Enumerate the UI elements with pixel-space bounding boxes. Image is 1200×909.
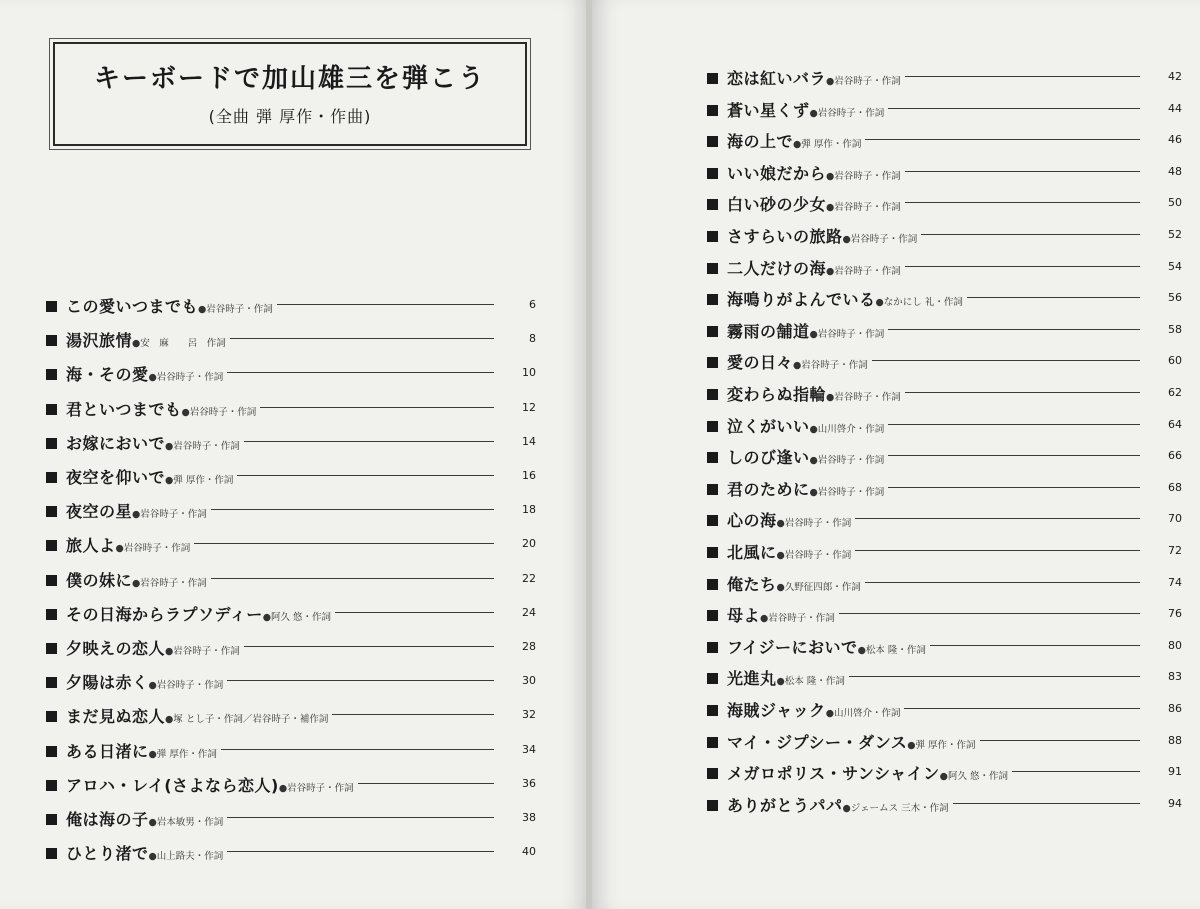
lyricist-credit: ●岩谷時子・作詞 [826,76,901,87]
song-title [727,256,901,279]
lyricist-credit: ●安 麻 呂 作詞 [132,338,226,350]
lyricist-credit: ●岩谷時子・作詞 [842,234,918,245]
leader-line [967,297,1140,298]
toc-entry [707,759,1182,789]
leader-line [227,817,494,818]
toc-entry [46,360,536,390]
page-number: 20 [522,537,536,551]
lyricist-credit: ●岩谷時子・作詞 [809,107,885,119]
square-bullet-icon [707,800,718,811]
song-title [727,666,845,689]
toc-entry [707,222,1182,252]
leader-line [888,329,1140,330]
page-number: 56 [1168,291,1182,305]
song-title-text: 君といつまでも [66,399,182,419]
page-number: 36 [522,776,536,790]
song-title [727,540,851,563]
lyricist-credit: ●松本 隆・作詞 [776,676,845,688]
page-number: 70 [1168,512,1182,526]
leader-line [244,646,494,647]
page-subtitle: (全曲 弾 厚作・作曲) [208,107,372,126]
song-title [66,431,240,454]
square-bullet-icon [46,404,57,415]
page-number: 18 [522,503,536,517]
lyricist-credit: ●岩谷時子・作詞 [826,392,901,403]
square-bullet-icon [707,579,718,590]
toc-entry [707,285,1182,315]
toc-entry [46,531,536,561]
lyricist-credit: ●岩谷時子・作詞 [165,440,240,452]
square-bullet-icon [707,610,718,621]
square-bullet-icon [46,609,57,620]
leader-line [904,708,1140,709]
toc-entry [707,664,1182,694]
square-bullet-icon [46,711,57,722]
toc-entry [707,506,1182,536]
leader-line [905,171,1140,172]
leader-line [194,543,494,544]
page-number: 83 [1168,670,1182,684]
song-title [727,350,868,373]
title-box [53,42,527,146]
lyricist-credit: ●岩谷時子・作詞 [776,518,852,530]
lyricist-credit: ●岩谷時子・作詞 [826,265,901,277]
lyricist-credit: ●なかにし 礼・作詞 [875,297,963,309]
square-bullet-icon [707,231,718,242]
song-title [66,328,226,351]
song-title-text: 二人だけの海 [727,258,827,278]
leader-line [839,613,1140,614]
toc-entry [46,395,536,425]
song-title-text: ある日渚に [66,741,149,761]
page-number: 22 [522,571,536,585]
song-title [727,635,926,658]
song-title [66,773,354,796]
page-number: 28 [522,640,536,653]
right-page [592,0,1200,909]
toc-entry [46,668,536,698]
song-title-text: 海の上で [727,132,794,152]
leader-line [888,108,1140,109]
square-bullet-icon [46,780,57,791]
leader-line [905,266,1140,267]
square-bullet-icon [707,263,718,274]
toc-entry [707,728,1182,758]
song-title [727,66,901,89]
page-number: 14 [522,434,536,448]
toc-entry [707,633,1182,663]
page-number: 6 [529,298,536,311]
lyricist-credit: ●岩谷時子・作詞 [760,613,835,625]
toc-entry [46,839,536,869]
song-title [66,397,256,420]
toc-entry [46,497,536,527]
toc-entry [707,380,1182,410]
lyricist-credit: ●山上路夫・作詞 [148,851,224,863]
page-number: 74 [1168,575,1182,589]
song-title [66,636,240,659]
lyricist-credit: ●阿久 悠・作詞 [939,771,1008,783]
song-title [727,161,901,184]
lyricist-credit: ●岩谷時子・作詞 [809,486,885,498]
leader-line [237,475,494,476]
song-title-text: 海・その愛 [66,365,149,385]
page-number: 76 [1168,607,1182,621]
toc-entry [707,412,1182,442]
song-title [727,98,884,121]
song-title [727,572,861,595]
leader-line [230,338,494,339]
toc-entry [46,429,536,459]
song-title [66,568,207,591]
square-bullet-icon [46,677,57,688]
toc-entry [707,127,1182,157]
leader-line [921,234,1140,235]
song-title [727,793,949,816]
song-title-text: 海賊ジャック [727,701,826,720]
leader-line [211,578,494,579]
song-title-text: ありがとうパパ [727,795,843,815]
toc-entry [707,570,1182,600]
leader-line [227,851,494,852]
toc-entry [46,463,536,493]
song-title-text: アロハ・レイ(さよなら恋人) [66,775,279,795]
page-number: 44 [1168,101,1182,115]
square-bullet-icon [46,369,57,380]
toc-entry [707,190,1182,220]
page-number: 64 [1168,417,1182,431]
page-number: 54 [1168,259,1182,273]
toc-entry [707,475,1182,505]
leader-line [888,424,1140,425]
song-title-text: 白い砂の少女 [727,195,827,215]
toc-entry [46,600,536,630]
page-number: 72 [1168,544,1182,557]
song-title [727,192,901,215]
song-title-text: 夕映えの恋人 [66,639,166,658]
leader-line [865,582,1140,583]
square-bullet-icon [707,294,718,305]
song-title-text: 夜空の星 [66,502,133,522]
song-title [727,508,851,531]
leader-line [865,139,1140,140]
toc-entry [46,737,536,767]
leader-line [980,740,1140,741]
square-bullet-icon [707,105,718,116]
song-title [66,739,217,762]
song-title-text: 泣くがいい [727,416,810,436]
song-title-text: メガロポリス・サンシャイン [727,764,940,784]
toc-entry [46,292,536,322]
square-bullet-icon [46,506,57,517]
page-number: 48 [1168,164,1182,178]
toc-entry [46,634,536,664]
toc-entry [707,348,1182,378]
square-bullet-icon [707,768,718,779]
leader-line [888,487,1140,488]
leader-line [260,407,494,408]
toc-entry [46,805,536,835]
leader-line [855,518,1140,519]
square-bullet-icon [46,438,57,449]
leader-line [332,714,494,715]
song-title-text: マイ・ジプシー・ダンス [727,732,908,752]
toc-entry [707,601,1182,631]
leader-line [244,441,494,442]
song-title [66,704,328,727]
page-number: 8 [529,332,536,346]
lyricist-credit: ●岩谷時子・作詞 [115,543,191,555]
toc-entry [707,696,1182,726]
lyricist-credit: ●岩谷時子・作詞 [278,782,354,794]
square-bullet-icon [707,673,718,684]
lyricist-credit: ●岩谷時子・作詞 [793,360,868,372]
lyricist-credit: ●ジェームス 三木・作詞 [842,802,949,814]
song-title-text: 恋は紅いバラ [727,69,827,88]
page-number: 94 [1168,796,1182,810]
lyricist-credit: ●岩谷時子・作詞 [181,406,257,418]
square-bullet-icon [707,357,718,368]
page-number: 60 [1168,354,1182,368]
square-bullet-icon [707,326,718,337]
lyricist-credit: ●松本 隆・作詞 [857,644,926,656]
square-bullet-icon [46,472,57,483]
page-number: 38 [522,811,536,824]
page-title: キーボードで加山雄三を弾こう [93,64,486,94]
toc-entry [707,443,1182,473]
leader-line [872,360,1140,361]
square-bullet-icon [707,737,718,748]
square-bullet-icon [707,199,718,210]
page-number: 80 [1168,638,1182,652]
page-number: 24 [522,605,536,619]
song-title-text: 僕の妹に [66,570,133,590]
page-number: 62 [1168,386,1182,399]
lyricist-credit: ●岩谷時子・作詞 [776,550,852,561]
song-title-text: 夜空を仰いで [66,468,166,487]
song-title-text: 霧雨の舗道 [727,321,810,341]
song-title [66,841,223,864]
song-title-text: お嫁においで [66,433,166,453]
square-bullet-icon [707,515,718,526]
page-number: 12 [522,400,536,414]
song-title [727,445,884,468]
page-number: 68 [1168,480,1182,494]
leader-line [1012,771,1140,772]
square-bullet-icon [46,643,57,654]
leader-line [221,749,494,750]
song-title-text: 夕陽は赤く [66,673,149,693]
leader-line [849,676,1140,677]
toc-entry [707,64,1182,94]
leader-line [335,612,494,613]
song-title [727,730,976,753]
lyricist-credit: ●岩谷時子・作詞 [198,304,273,315]
song-title-text: この愛いつまでも [66,297,199,316]
song-title [66,362,223,385]
song-title-text: 愛の日々 [727,353,794,373]
page-number: 66 [1168,449,1182,463]
leader-line [953,803,1140,804]
song-title [727,603,835,626]
page-number: 52 [1168,228,1182,241]
song-title [66,294,273,317]
song-title-text: 君のために [727,479,810,499]
leader-line [930,645,1140,646]
lyricist-credit: ●弾 厚作・作詞 [165,475,234,486]
square-bullet-icon [46,301,57,312]
lyricist-credit: ●岩谷時子・作詞 [148,372,224,384]
song-title-text: さすらいの旅路 [727,227,843,246]
page-number: 46 [1168,133,1182,147]
toc-entry [707,159,1182,189]
page-number: 86 [1168,702,1182,715]
square-bullet-icon [46,848,57,859]
lyricist-credit: ●岩本敏男・作詞 [148,817,224,828]
song-title-text: 俺たち [727,574,777,594]
song-title-text: いい娘だから [727,163,827,183]
square-bullet-icon [707,705,718,716]
square-bullet-icon [707,168,718,179]
square-bullet-icon [707,484,718,495]
square-bullet-icon [707,136,718,147]
toc-entry [707,254,1182,284]
lyricist-credit: ●岩谷時子・作詞 [826,202,901,214]
page-number: 40 [522,845,536,859]
leader-line [888,455,1140,456]
song-title [727,129,861,152]
leader-line [905,76,1140,77]
song-title-text: 湯沢旅情 [66,331,133,351]
square-bullet-icon [707,73,718,84]
song-title-text: 俺は海の子 [66,810,149,829]
song-title [66,465,233,488]
lyricist-credit: ●山川啓介・作詞 [825,708,901,719]
leader-line [905,202,1140,203]
toc-entry [46,771,536,801]
page-number: 91 [1168,765,1182,779]
song-title-text: 蒼い星くず [727,100,810,120]
song-title-text: 心の海 [727,511,777,531]
lyricist-credit: ●久野征四郎・作詞 [776,581,861,593]
song-title [727,698,900,721]
song-title [66,499,207,522]
song-title [727,414,884,437]
leader-line [358,783,494,784]
song-title [66,807,223,830]
toc-entry [707,96,1182,126]
song-title [66,533,190,556]
square-bullet-icon [46,575,57,586]
song-title-text: 北風に [727,543,777,562]
song-title-text: ひとり渚で [66,844,149,864]
left-page [0,0,588,909]
leader-line [227,372,494,373]
song-title-text: 旅人よ [66,536,116,556]
song-title-text: フイジーにおいで [727,637,858,657]
lyricist-credit: ●弾 厚作・作詞 [907,739,976,751]
page-number: 10 [522,366,536,380]
page-number: 16 [522,469,536,482]
page-number: 88 [1168,733,1182,747]
lyricist-credit: ●岩谷時子・作詞 [148,680,224,692]
page-number: 30 [522,674,536,688]
song-title-text: 母よ [727,606,761,626]
lyricist-credit: ●阿久 悠・作詞 [262,611,332,623]
page-number: 34 [522,742,536,756]
square-bullet-icon [707,452,718,463]
song-title [727,224,917,247]
song-title [727,319,884,342]
leader-line [855,550,1140,551]
lyricist-credit: ●岩谷時子・作詞 [132,509,207,521]
song-title-text: 光進丸 [727,669,777,689]
square-bullet-icon [46,335,57,346]
song-title [727,761,1008,784]
square-bullet-icon [707,389,718,400]
song-title-text: 変わらぬ指輪 [727,385,827,404]
toc-entry [707,317,1182,347]
lyricist-credit: ●山川啓介・作詞 [809,423,885,435]
page-number: 50 [1168,196,1182,210]
toc-entry [46,326,536,356]
square-bullet-icon [46,814,57,825]
leader-line [277,304,494,305]
song-title-text: 海鳴りがよんでいる [727,290,876,310]
toc-entry [707,538,1182,568]
song-title-text: しのび逢い [727,448,810,468]
lyricist-credit: ●弾 厚作・作詞 [148,748,217,760]
page-number: 32 [522,708,536,722]
toc-entry [46,702,536,732]
square-bullet-icon [707,421,718,432]
page-number: 42 [1168,70,1182,83]
lyricist-credit: ●岩谷時子・作詞 [165,646,240,657]
lyricist-credit: ●弾 厚作・作詞 [793,139,862,151]
toc-entry [46,566,536,596]
leader-line [905,392,1140,393]
song-title [727,382,901,405]
song-title-text: その日海からラプソディー [66,604,263,624]
song-title [727,287,963,310]
toc-entry [707,791,1182,821]
square-bullet-icon [707,642,718,653]
square-bullet-icon [46,746,57,757]
lyricist-credit: ●岩谷時子・作詞 [132,577,207,589]
square-bullet-icon [46,540,57,551]
lyricist-credit: ●岩谷時子・作詞 [809,455,885,467]
leader-line [211,509,494,510]
song-title [66,670,223,693]
page-number: 58 [1168,322,1182,336]
song-title [66,602,331,625]
song-title [727,477,884,500]
leader-line [227,680,494,681]
lyricist-credit: ●塚 とし子・作詞／岩谷時子・補作詞 [165,714,329,726]
lyricist-credit: ●岩谷時子・作詞 [809,328,885,340]
song-title-text: まだ見ぬ恋人 [66,707,166,727]
square-bullet-icon [707,547,718,558]
lyricist-credit: ●岩谷時子・作詞 [826,170,901,182]
